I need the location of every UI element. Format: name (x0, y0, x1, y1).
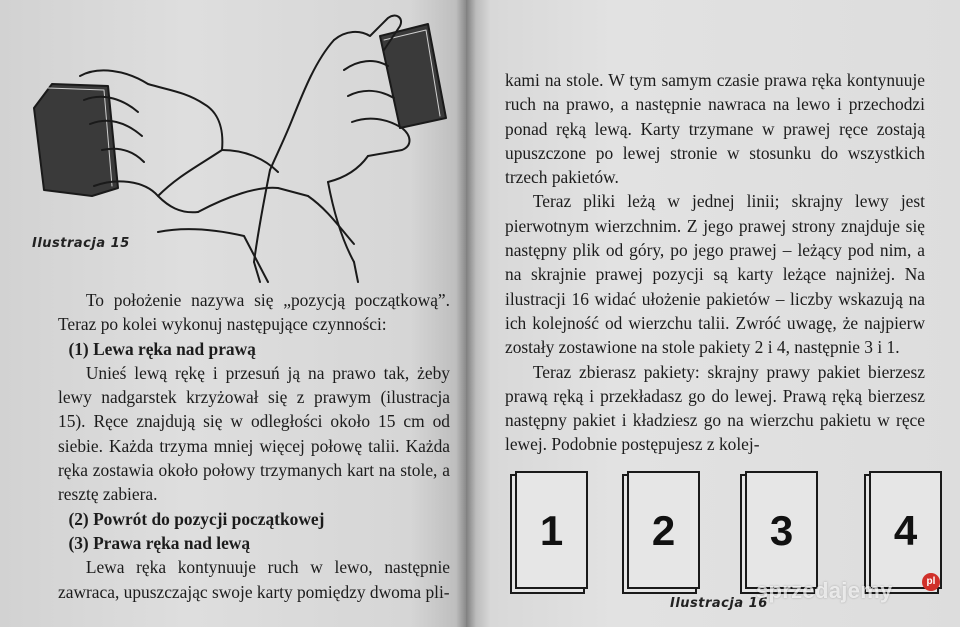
section-heading: (3) Prawa ręka nad lewą (68, 532, 251, 553)
paragraph: To położenie nazywa się „pozycją początkową”. Teraz po kolei wykonuj następujące czynności: (58, 290, 450, 335)
packet-card-1 (515, 471, 588, 589)
packet-card-2 (627, 471, 700, 589)
packet-number-3: 3 (769, 507, 794, 554)
left-page (0, 0, 466, 627)
watermark-text: sprzedajemy (756, 578, 893, 603)
paragraph: kami na stole. W tym samym czasie prawa ręka kontynuuje ruch na prawo, a następnie nawraca na lewo i przechodzi ponad ręką lewą. Karty trzymane w prawej ręce zostają upuszczone po lewej stronie w stosunku do wszystkich trzech pakietów. (505, 70, 925, 188)
packet-card-4 (869, 471, 942, 589)
section-heading: (1) Lewa ręka nad prawą (68, 338, 256, 359)
packets-illustration-16 (505, 465, 945, 595)
paragraph: Lewa ręka kontynuuje ruch w lewo, następnie zawraca, upuszczając swoje karty pomiędzy dwoma pli- (58, 557, 450, 602)
right-page-text (505, 68, 925, 457)
packet-card-3 (745, 471, 818, 589)
illustration-16-caption: Ilustracja 16 (670, 596, 768, 611)
paragraph: Teraz zbierasz pakiety: skrajny prawy pakiet bierzesz prawą ręką i przekładasz go do lewej. Prawą ręką bierzesz następny pakiet i kładziesz go na wierzchu pakietu w ręce lewej. Podobnie postępujesz z kolej- (505, 361, 925, 455)
paragraph: Unieś lewą rękę i przesuń ją na prawo tak, żeby lewy nadgarstek krzyżował się z prawym (ilustracja 15). Ręce znajdują się w odległości około 15 cm od siebie. Każda trzyma mniej więcej połowę talii. Każda ręka zostawia około połowy trzymanych kart na stole, a resztę zabiera. (58, 362, 450, 505)
paragraph: Teraz pliki leżą w jednej linii; skrajny lewy jest pierwotnym wierzchnim. Z jego prawej strony znajduje się następny plik od góry, po jego prawej – leżący pod nim, a na skrajnie prawej pozycji są karty leżące najniżej. Na ilustracji 16 widać ułożenie pakietów – liczby wskazują na ich kolejność od wierzchu talii. Zwróć uwagę, że najpierw zostały zostawione na stole pakiety 2 i 4, następnie 3 i 1. (505, 191, 925, 358)
watermark-badge: pl (922, 573, 940, 591)
section-heading: (2) Powrót do pozycji początkowej (68, 508, 325, 529)
packet-number-1: 1 (539, 507, 564, 554)
illustration-15-caption: Ilustracja 15 (32, 236, 130, 251)
book-gutter (456, 0, 476, 627)
packet-number-2: 2 (651, 507, 676, 554)
left-page-text (58, 288, 450, 604)
packet-number-4: 4 (893, 507, 918, 554)
